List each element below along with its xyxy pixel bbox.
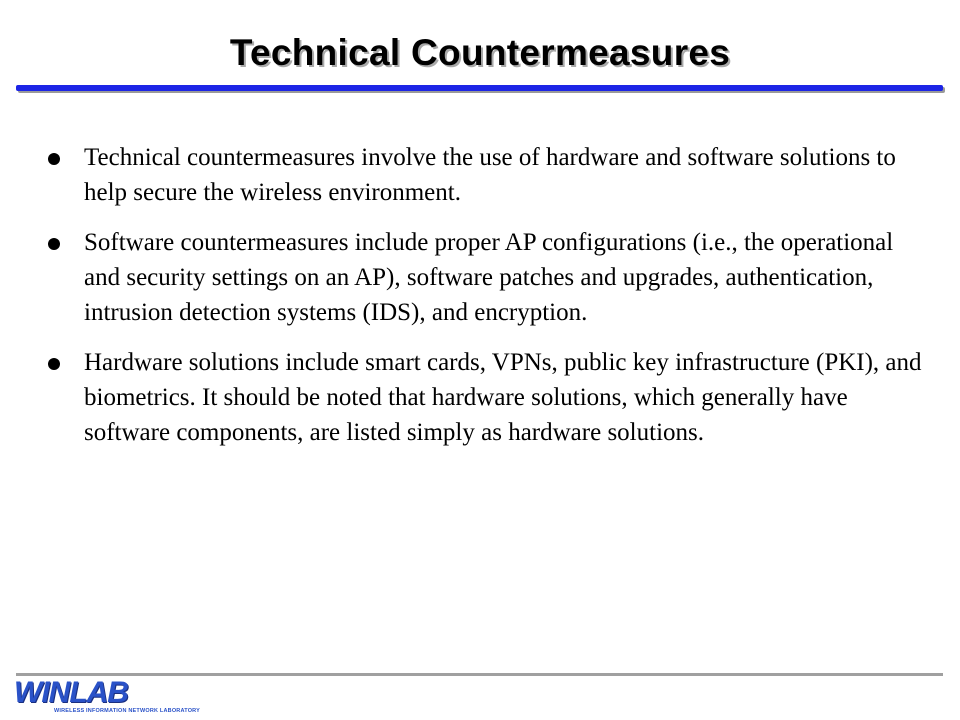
bullet-text: Technical countermeasures involve the use of hardware and software solutions to help secure the wireless environment. — [84, 144, 896, 206]
logo-wordmark: WINLAB — [14, 676, 128, 709]
title-underline — [16, 85, 943, 91]
bullet-text: Hardware solutions include smart cards, VPNs, public key infrastructure (PKI), and biometrics. It should be noted that hardware solutions, which generally have software components, are listed simply as hardware solutions. — [84, 349, 922, 446]
footer-divider — [16, 673, 943, 676]
bullet-text: Software countermeasures include proper AP configurations (i.e., the operational and security settings on an AP), software patches and upgrades, authentication, intrusion detection systems (IDS), and encryption. — [84, 229, 894, 326]
winlab-logo — [14, 676, 201, 719]
bullet-item — [46, 140, 926, 210]
bullet-item — [46, 345, 926, 450]
bullet-list — [46, 140, 926, 465]
bullet-dot-icon — [48, 358, 60, 370]
logo-tagline: WIRELESS INFORMATION NETWORK LABORATORY — [54, 708, 201, 714]
bullet-dot-icon — [48, 238, 60, 250]
bullet-item — [46, 225, 926, 330]
bullet-dot-icon — [48, 153, 60, 165]
slide-title: Technical Countermeasures — [229, 32, 731, 73]
